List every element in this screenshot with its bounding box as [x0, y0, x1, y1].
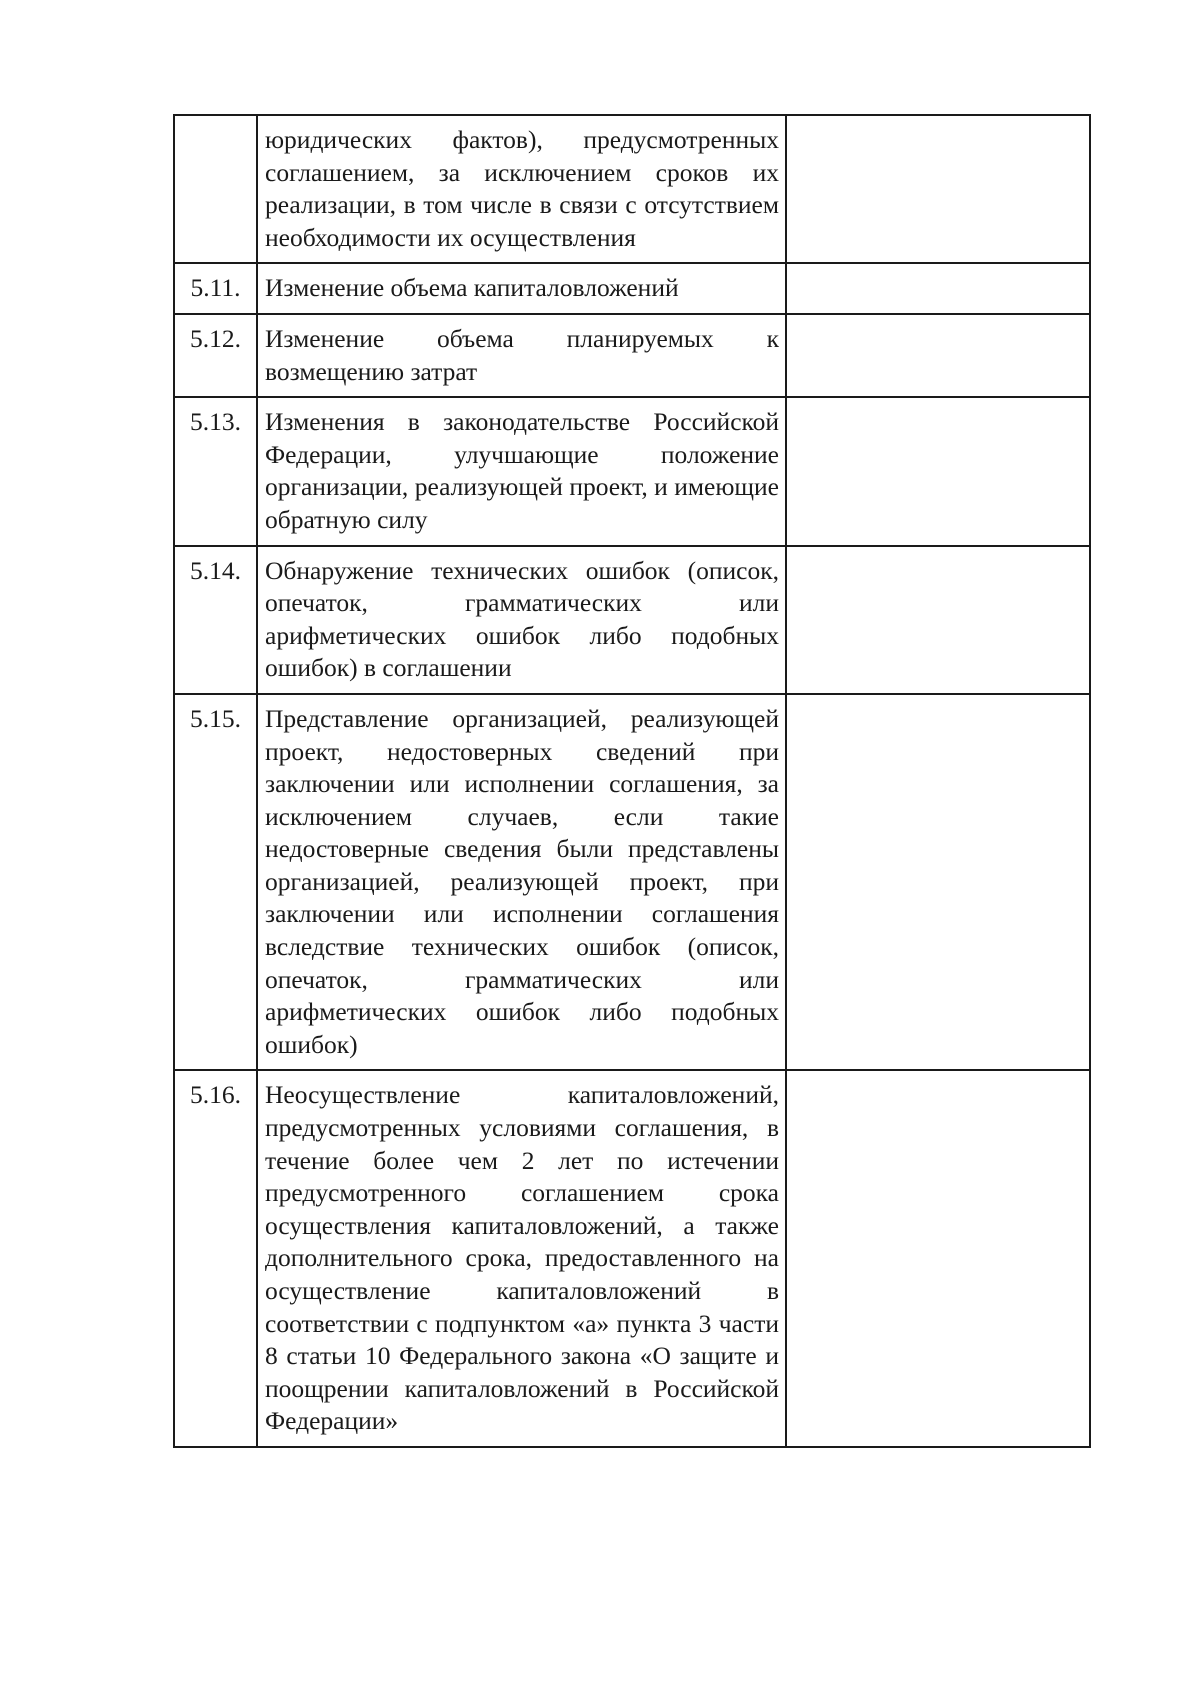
- row-text: Изменения в законодательстве Российской Федерации, улучшающие положение организации, реализующей проект, и имеющие обратную силу: [257, 397, 786, 545]
- row-text: Изменение объема планируемых к возмещению затрат: [257, 314, 786, 397]
- row-text: юридических фактов), предусмотренных соглашением, за исключением сроков их реализации, в том числе в связи с отсутствием необходимости их осуществления: [257, 115, 786, 263]
- table-row: [174, 263, 1090, 314]
- row-number: 5.11.: [174, 263, 257, 314]
- row-extra: [786, 263, 1090, 314]
- row-extra: [786, 115, 1090, 263]
- row-text: Неосуществление капиталовложений, предусмотренных условиями соглашения, в течение более чем 2 лет по истечении предусмотренного соглашением срока осуществления капиталовложений, а также дополнительного срока, предоставленного на осуществление капиталовложений в соответствии с подпунктом «а» пункта 3 части 8 статьи 10 Федерального закона «О защите и поощрении капиталовложений в Российской Федерации»: [257, 1070, 786, 1447]
- table-row: [174, 115, 1090, 263]
- row-number: 5.15.: [174, 694, 257, 1071]
- table-row: [174, 314, 1090, 397]
- row-number: 5.16.: [174, 1070, 257, 1447]
- row-extra: [786, 694, 1090, 1071]
- row-number: [174, 115, 257, 263]
- table-row: [174, 1070, 1090, 1447]
- row-extra: [786, 397, 1090, 545]
- row-extra: [786, 546, 1090, 694]
- row-text: Изменение объема капиталовложений: [257, 263, 786, 314]
- table-row: [174, 694, 1090, 1071]
- row-extra: [786, 314, 1090, 397]
- row-text: Представление организацией, реализующей проект, недостоверных сведений при заключении или исполнении соглашения, за исключением случаев, если такие недостоверные сведения были представлены организацией, реализующей проект, при заключении или исполнении соглашения вследствие технических ошибок (описок, опечаток, грамматических или арифметических ошибок либо подобных ошибок): [257, 694, 786, 1071]
- row-number: 5.14.: [174, 546, 257, 694]
- table-row: [174, 397, 1090, 545]
- row-extra: [786, 1070, 1090, 1447]
- row-number: 5.12.: [174, 314, 257, 397]
- row-text: Обнаружение технических ошибок (описок, опечаток, грамматических или арифметических ошибок либо подобных ошибок) в соглашении: [257, 546, 786, 694]
- row-number: 5.13.: [174, 397, 257, 545]
- table-row: [174, 546, 1090, 694]
- document-table: [173, 114, 1091, 1448]
